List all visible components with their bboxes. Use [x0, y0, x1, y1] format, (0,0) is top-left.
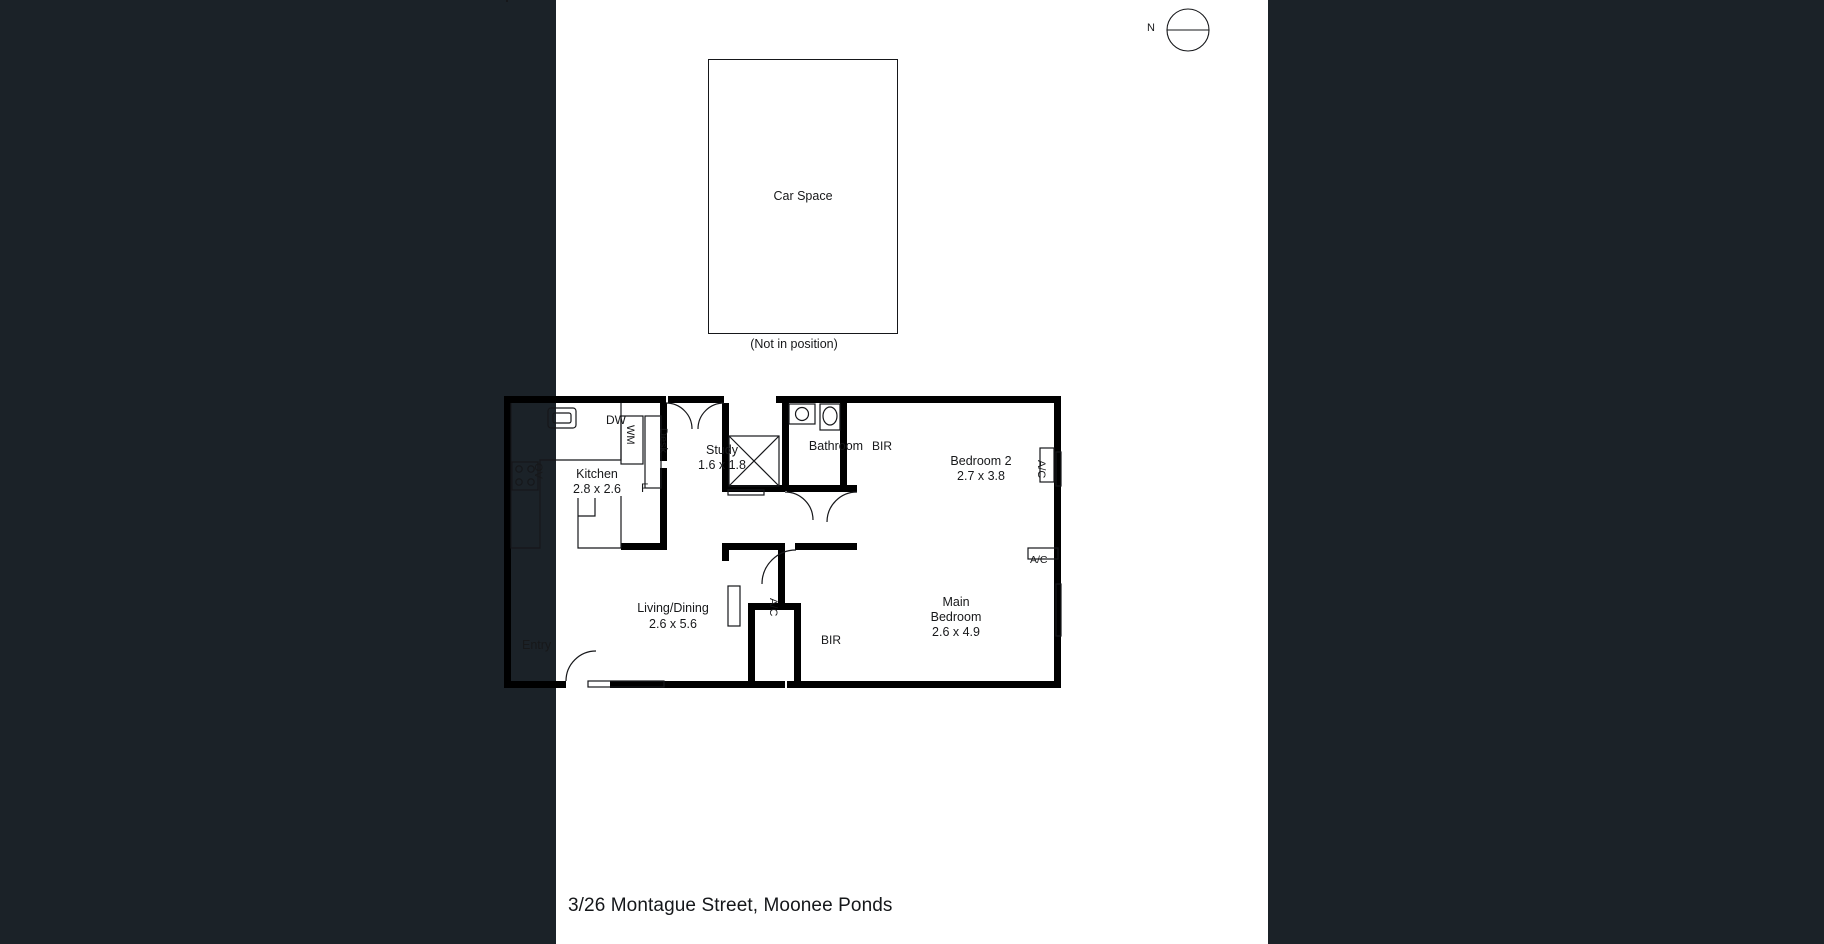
kitchen-dims: 2.8 x 2.6 — [573, 482, 621, 496]
ac-right-mid-label: A/C — [1030, 554, 1048, 566]
north-compass — [1146, 5, 1216, 55]
floorplan-sheet — [522, 0, 1268, 944]
washing-machine-label: WM — [624, 425, 636, 445]
main-bedroom-label-1: Main — [942, 595, 970, 609]
oven-label: OV — [532, 463, 544, 479]
study-label: Study — [706, 443, 738, 457]
fridge-label: F — [641, 481, 649, 495]
compass-label: N — [1147, 22, 1155, 34]
desk-label: Desk — [657, 428, 669, 454]
car-space-label: Car Space — [773, 189, 833, 203]
bathroom-label: Bathroom — [808, 439, 864, 453]
living-dining-dims: 2.6 x 5.6 — [649, 617, 697, 631]
entry-label: Entry — [522, 638, 552, 652]
kitchen-label: Kitchen — [576, 467, 618, 481]
bedroom-2-label: Bedroom 2 — [950, 454, 1012, 468]
address-caption: 3/26 Montague Street, Moonee Ponds — [568, 895, 893, 916]
bedroom-2-dims: 2.7 x 3.8 — [957, 469, 1005, 483]
study-dims: 1.6 x 1.8 — [698, 458, 746, 472]
bir-bottom-label: BIR — [821, 633, 842, 647]
dishwasher-label: DW — [606, 413, 626, 427]
car-space-note: (Not in position) — [750, 337, 838, 351]
main-bedroom-label-2: Bedroom — [930, 610, 982, 624]
bir-top-label: BIR — [872, 439, 893, 453]
ac-centre-label: A/C — [767, 598, 779, 617]
living-dining-label: Living/Dining — [637, 601, 709, 615]
main-bedroom-dims: 2.6 x 4.9 — [932, 625, 980, 639]
fixtures — [500, 388, 1120, 708]
ac-right-top-label: A/C — [1035, 460, 1047, 479]
